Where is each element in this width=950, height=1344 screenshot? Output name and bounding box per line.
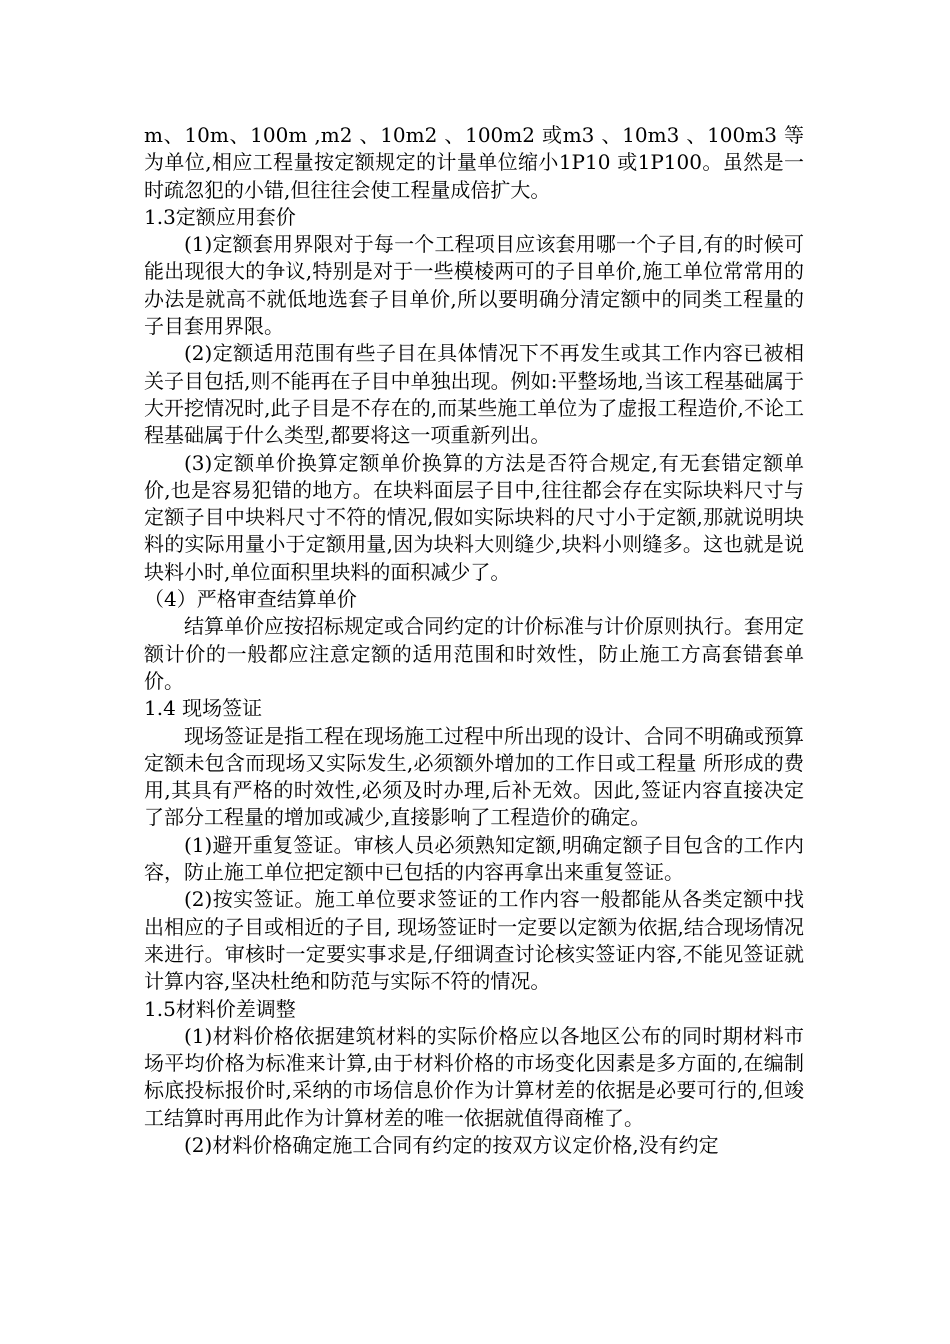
section-heading-1-5: 1.5材料价差调整 [144,996,296,1021]
paragraph-quota-scope: (2)定额适用范围有些子目在具体情况下不再发生或其工作内容已被相关子目包括,则不能再在子目中单独出现。例如:平整场地,当该工程基础属于大开挖情况时,此子目是不存在的,而某些施工单位为了虚报工程造价,不论工程基础属于什么类型,都要将这一项重新列出。 [144,341,804,448]
paragraph-material-price-basis: (1)材料价格依据建筑材料的实际价格应以各地区公布的同时期材料市场平均价格为标准来计算,由于材料价格的市场变化因素是多方面的,在编制标底投标报价时,采纳的市场信息价作为计算材差的依据是必要可行的,但竣工结算时再用此作为计算材差的唯一依据就值得商榷了。 [144,1023,804,1130]
paragraph-material-price-contract: (2)材料价格确定施工合同有约定的按双方议定价格,没有约定 [184,1132,719,1157]
paragraph-units-continuation: m、10m、100m ,m2 、10m2 、100m2 或m3 、10m3 、100m3 等为单位,相应工程量按定额规定的计量单位缩小1P10 或1P100。虽然是一时疏忽犯的小错,但往往会使工程量成倍扩大。 [144,123,804,202]
paragraph-settlement-price: 结算单价应按招标规定或合同约定的计价标准与计价原则执行。套用定额计价的一般都应注意定额的适用范围和时效性，防止施工方高套错套单价。 [144,614,804,693]
paragraph-quota-boundary: (1)定额套用界限对于每一个工程项目应该套用哪一个子目,有的时候可能出现很大的争议,特别是对于一些模棱两可的子目单价,施工单位常常用的办法是就高不就低地选套子目单价,所以要明确分清定额中的同类工程量的子目套用界限。 [144,232,804,339]
section-heading-1-3: 1.3定额应用套价 [144,204,296,229]
subheading-settlement-price: （4）严格审查结算单价 [144,587,357,612]
section-heading-1-4: 1.4 现场签证 [144,696,263,721]
paragraph-avoid-duplicate-visa: (1)避开重复签证。审核人员必须熟知定额,明确定额子目包含的工作内容，防止施工单位把定额中已包括的内容再拿出来重复签证。 [144,832,804,885]
document-body [144,122,804,1159]
paragraph-site-visa: 现场签证是指工程在现场施工过程中所出现的设计、合同不明确或预算定额未包含而现场又实际发生,必须额外增加的工作日或工程量 所形成的费用,其具有严格的时效性,必须及时办理,后补无效。因此,签证内容直接决定了部分工程量的增加或减少,直接影响了工程造价的确定。 [144,723,804,830]
paragraph-unit-price-conversion: (3)定额单价换算定额单价换算的方法是否符合规定,有无套错定额单价,也是容易犯错的地方。在块料面层子目中,往往都会存在实际块料尺寸与定额子目中块料尺寸不符的情况,假如实际块料的尺寸小于定额,那就说明块料的实际用量小于定额用量,因为块料大则缝少,块料小则缝多。这也就是说块料小时,单位面积里块料的面积减少了。 [144,450,804,584]
paragraph-actual-visa: (2)按实签证。施工单位要求签证的工作内容一般都能从各类定额中找出相应的子目或相近的子目, 现场签证时一定要以定额为依据,结合现场情况来进行。审核时一定要实事求是,仔细调查讨论核实签证内容,不能见签证就计算内容,坚决杜绝和防范与实际不符的情况。 [144,887,804,994]
